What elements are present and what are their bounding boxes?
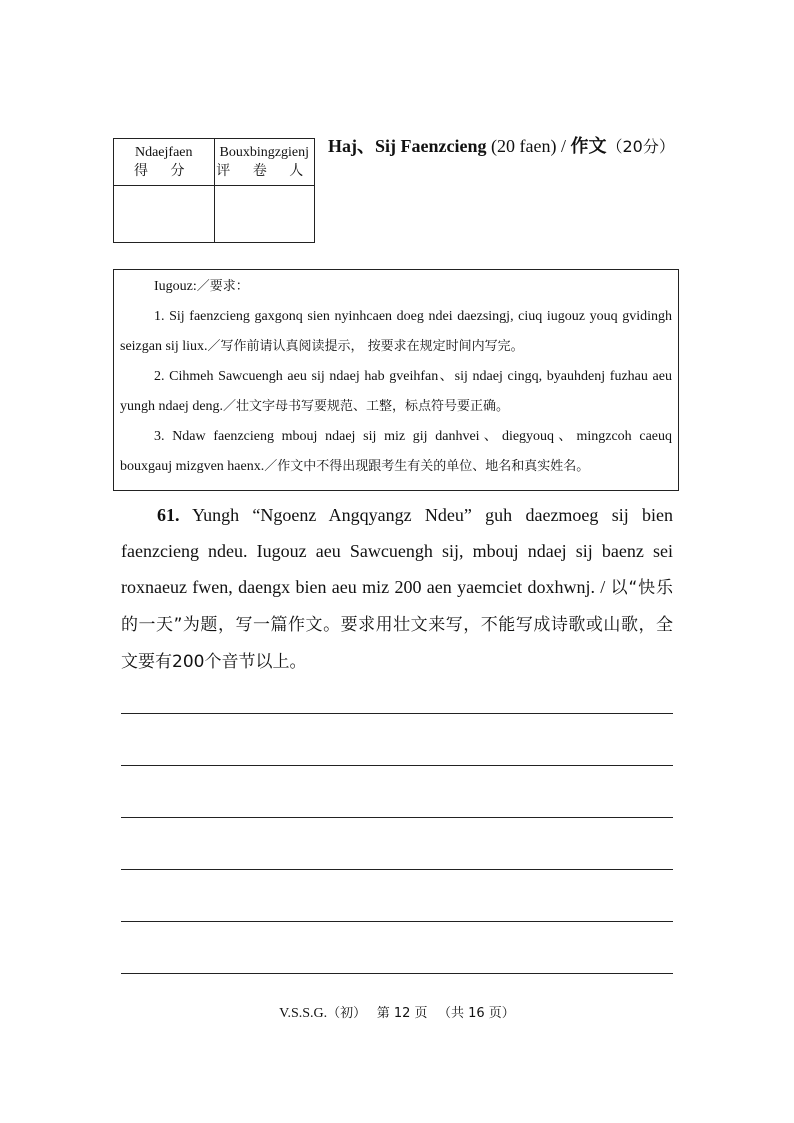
requirements-heading-zh: ／要求： (196, 279, 249, 294)
requirement-text: 3. Ndaw faenzcieng mbouj ndaej sij miz gij danhvei、diegyouq、mingzcoh caeuq bouxgauj mizgven haenx. (120, 429, 672, 474)
requirement-item (120, 362, 672, 422)
footer-total: （共 16 页） (438, 1006, 515, 1021)
score-header (114, 139, 215, 186)
score-label-latin: Ndaejfaen (134, 145, 193, 160)
question-text: Yungh “Ngoenz Angqyangz Ndeu” guh daezmoeg sij bien faenzcieng ndeu. Iugouz aeu Sawcuengh sij, mbouj ndaej sij baenz sei roxnaeuz fwen, daengx bien aeu miz 200 aen yaemciet doxhwnj. / (121, 505, 673, 597)
answer-line[interactable] (121, 765, 673, 766)
footer-level: （初） (327, 1006, 367, 1021)
section-title-points: (20 faen) / (486, 136, 571, 156)
answer-line[interactable] (121, 713, 673, 714)
page-footer (0, 1002, 794, 1022)
requirements-heading (120, 272, 672, 302)
grader-label-latin: Bouxbingzgienj (219, 145, 309, 160)
answer-line[interactable] (121, 921, 673, 922)
section-title-bold: Haj、Sij Faenzcieng (328, 136, 487, 156)
score-cell[interactable] (114, 186, 215, 243)
requirements-box (113, 269, 679, 491)
score-table (113, 138, 315, 243)
section-title-zh: 作文 (570, 136, 607, 157)
requirement-text-zh: ／作文中不得出现跟考生有关的单位、地名和真实姓名。 (264, 459, 590, 474)
grader-label-zh: 评 卷 人 (216, 163, 313, 179)
section-title-zh-points: （20分） (606, 137, 675, 156)
footer-page: 第 12 页 (376, 1006, 428, 1021)
section-title (328, 128, 678, 165)
grader-header (214, 139, 315, 186)
grader-cell[interactable] (214, 186, 315, 243)
score-label-zh: 得 分 (134, 163, 194, 179)
requirement-text-zh: ／写作前请认真阅读提示， 按要求在规定时间内写完。 (207, 339, 524, 354)
requirements-heading-latin: Iugouz: (154, 279, 197, 294)
answer-line[interactable] (121, 869, 673, 870)
requirement-item (120, 422, 672, 482)
answer-line[interactable] (121, 817, 673, 818)
footer-code: V.S.S.G. (279, 1006, 328, 1021)
question-61 (121, 497, 673, 680)
requirement-item (120, 302, 672, 362)
requirement-text: 1. Sij faenzcieng gaxgonq sien nyinhcaen doeg ndei daezsingj, ciuq iugouz youq gvidingh seizgan sij liux. (120, 309, 672, 354)
question-number: 61. (157, 505, 180, 525)
answer-line[interactable] (121, 973, 673, 974)
question-text-zh: 以“快乐的一天”为题，写一篇作文。要求用壮文来写，不能写成诗歌或山歌，全文要有200个音节以上。 (121, 578, 673, 672)
requirement-text-zh: ／壮文字母书写要规范、工整，标点符号要正确。 (223, 399, 510, 414)
requirement-text: 2. Cihmeh Sawcuengh aeu sij ndaej hab gveihfan、sij ndaej cingq, byauhdenj fuzhau aeu yungh ndaej deng. (120, 369, 672, 414)
